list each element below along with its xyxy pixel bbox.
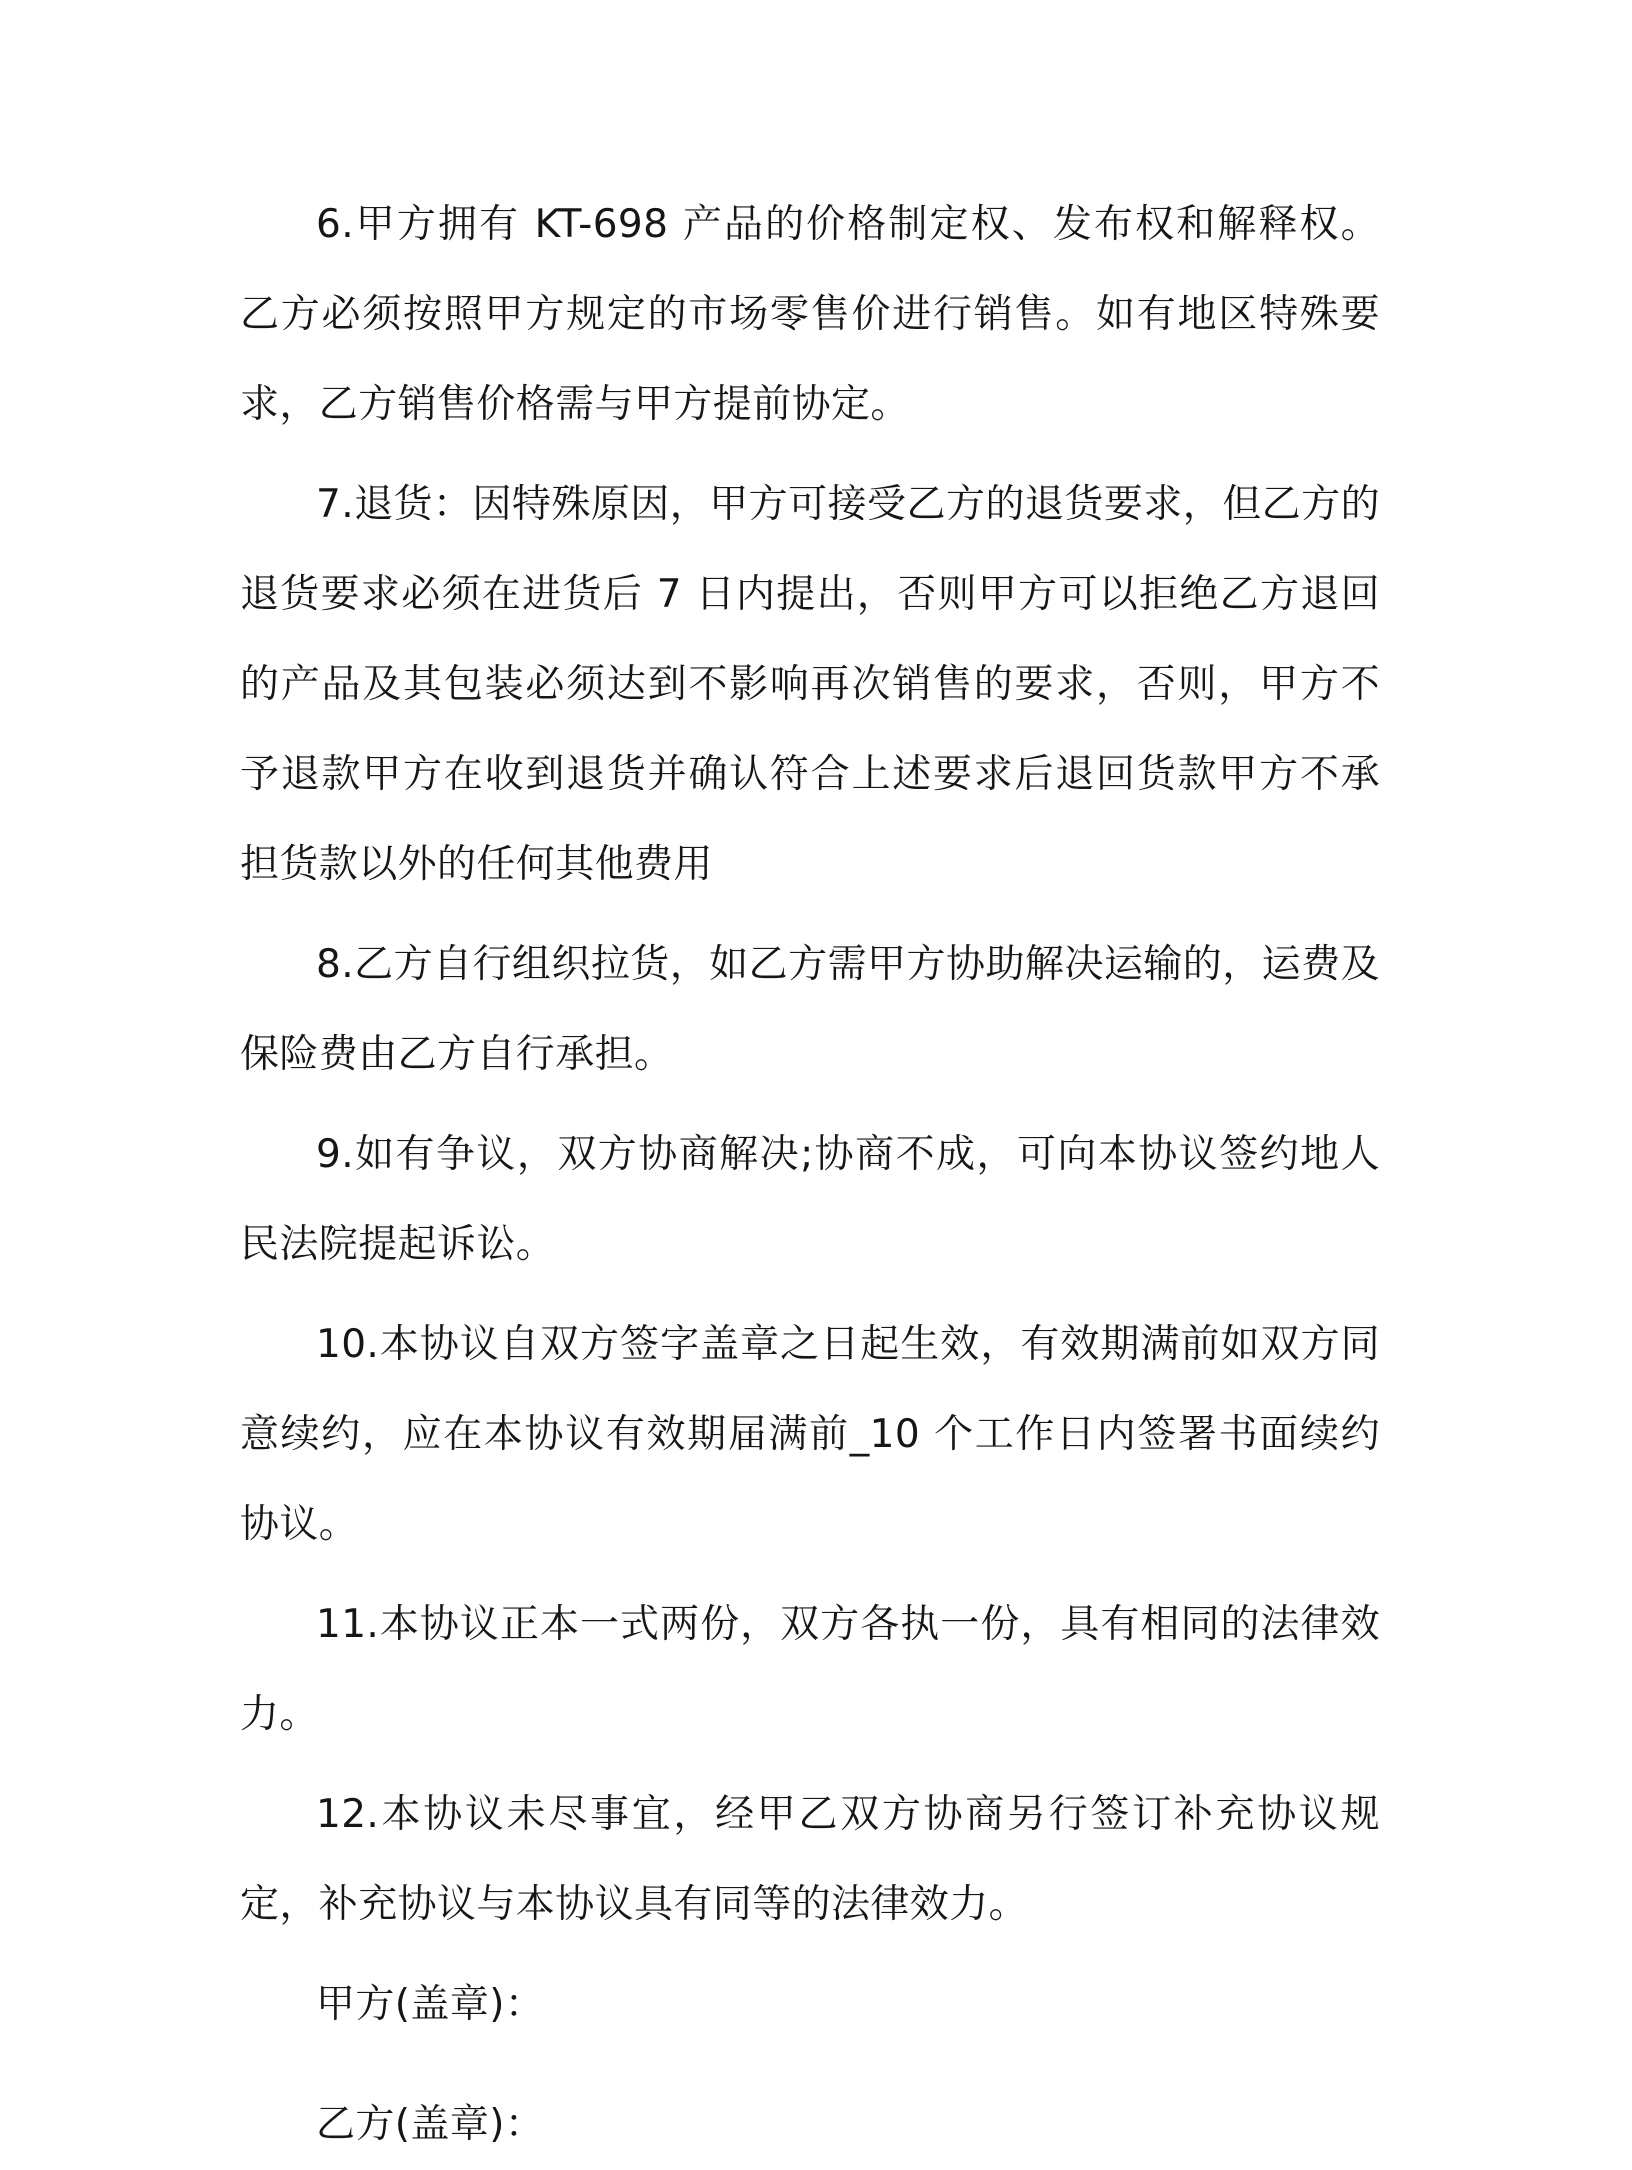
clause-6: 6.甲方拥有 KT-698 产品的价格制定权、发布权和解释权。乙方必须按照甲方规定的市场零售价进行销售。如有地区特殊要求，乙方销售价格需与甲方提前协定。 — [240, 202, 1380, 427]
party-a-seal-label: 甲方(盖章)： — [316, 1982, 545, 2027]
clause-11-copies: 11.本协议正本一式两份，双方各执一份，具有相同的法律效力。 — [240, 1602, 1380, 1737]
clause-8-shipping: 8.乙方自行组织拉货，如乙方需甲方协助解决运输的，运费及保险费由乙方自行承担。 — [240, 942, 1380, 1077]
clause-10-effective: 10.本协议自双方签字盖章之日起生效，有效期满前如双方同意续约，应在本协议有效期届满前_10 个工作日内签署书面续约协议。 — [240, 1322, 1380, 1547]
document-page — [240, 180, 1380, 2170]
clause-12-supplement: 12.本协议未尽事宜，经甲乙双方协商另行签订补充协议规定，补充协议与本协议具有同等的法律效力。 — [240, 1792, 1380, 1927]
clause-9-disputes: 9.如有争议，双方协商解决;协商不成，可向本协议签约地人民法院提起诉讼。 — [240, 1132, 1380, 1267]
party-b-seal-label: 乙方(盖章)： — [316, 2102, 545, 2147]
clause-7-returns: 7.退货：因特殊原因，甲方可接受乙方的退货要求，但乙方的退货要求必须在进货后 7 日内提出，否则甲方可以拒绝乙方退回的产品及其包装必须达到不影响再次销售的要求，否则，甲方不予退款甲方在收到退货并确认符合上述要求后退回货款甲方不承担货款以外的任何其他费用 — [240, 482, 1380, 887]
